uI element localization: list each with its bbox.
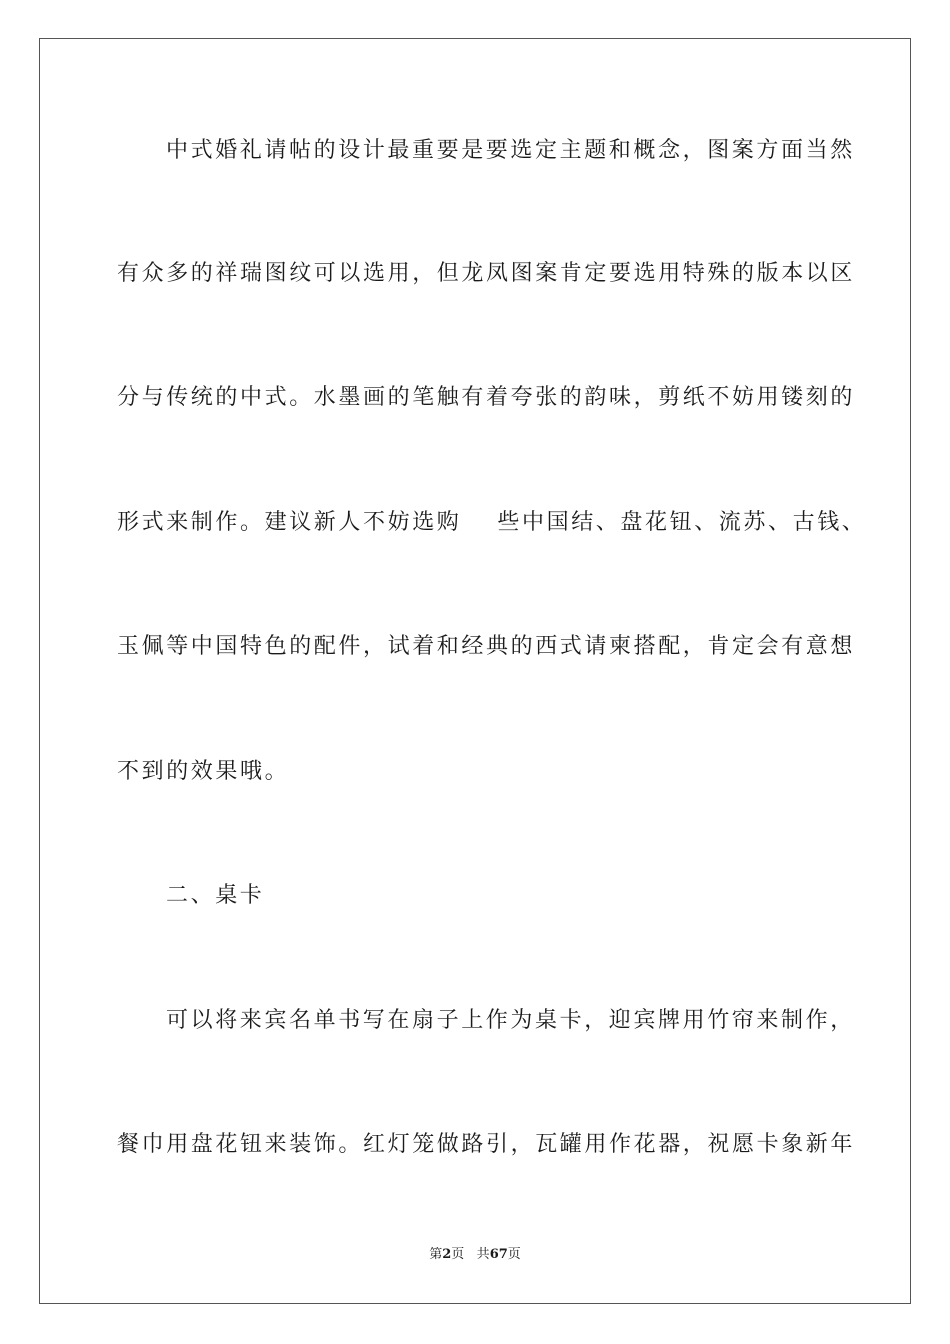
text-line: 不到的效果哦。 bbox=[117, 759, 290, 784]
footer-total-unit: 页 bbox=[507, 1247, 521, 1262]
footer-page-number: 2 bbox=[442, 1247, 452, 1262]
text-line: 可以将来宾名单书写在扇子上作为桌卡，迎宾牌用竹帘来制作， bbox=[166, 1008, 855, 1033]
footer-total-pages: 67 bbox=[489, 1247, 508, 1262]
text-line: 有众多的祥瑞图纹可以选用，但龙凤图案肯定要选用特殊的版本以区 bbox=[117, 261, 856, 286]
page-footer bbox=[0, 1246, 950, 1264]
text-line bbox=[117, 508, 866, 538]
footer-page-unit: 页 bbox=[451, 1247, 465, 1262]
section-heading: 二、桌卡 bbox=[166, 883, 265, 908]
footer-prefix: 第 bbox=[429, 1247, 443, 1262]
text-segment: 些中国结、盘花钮、流苏、古钱、 bbox=[497, 510, 867, 535]
page-border bbox=[39, 38, 911, 1304]
text-segment: 形式来制作。建议新人不妨选购 bbox=[117, 510, 462, 535]
text-line: 中式婚礼请帖的设计最重要是要选定主题和概念，图案方面当然 bbox=[166, 138, 855, 163]
text-line: 餐巾用盘花钮来装饰。红灯笼做路引，瓦罐用作花器，祝愿卡象新年 bbox=[117, 1132, 856, 1157]
text-line: 玉佩等中国特色的配件，试着和经典的西式请柬搭配，肯定会有意想 bbox=[117, 634, 856, 659]
text-line: 分与传统的中式。水墨画的笔触有着夸张的韵味，剪纸不妨用镂刻的 bbox=[117, 385, 856, 410]
footer-total-prefix: 共 bbox=[476, 1247, 490, 1262]
